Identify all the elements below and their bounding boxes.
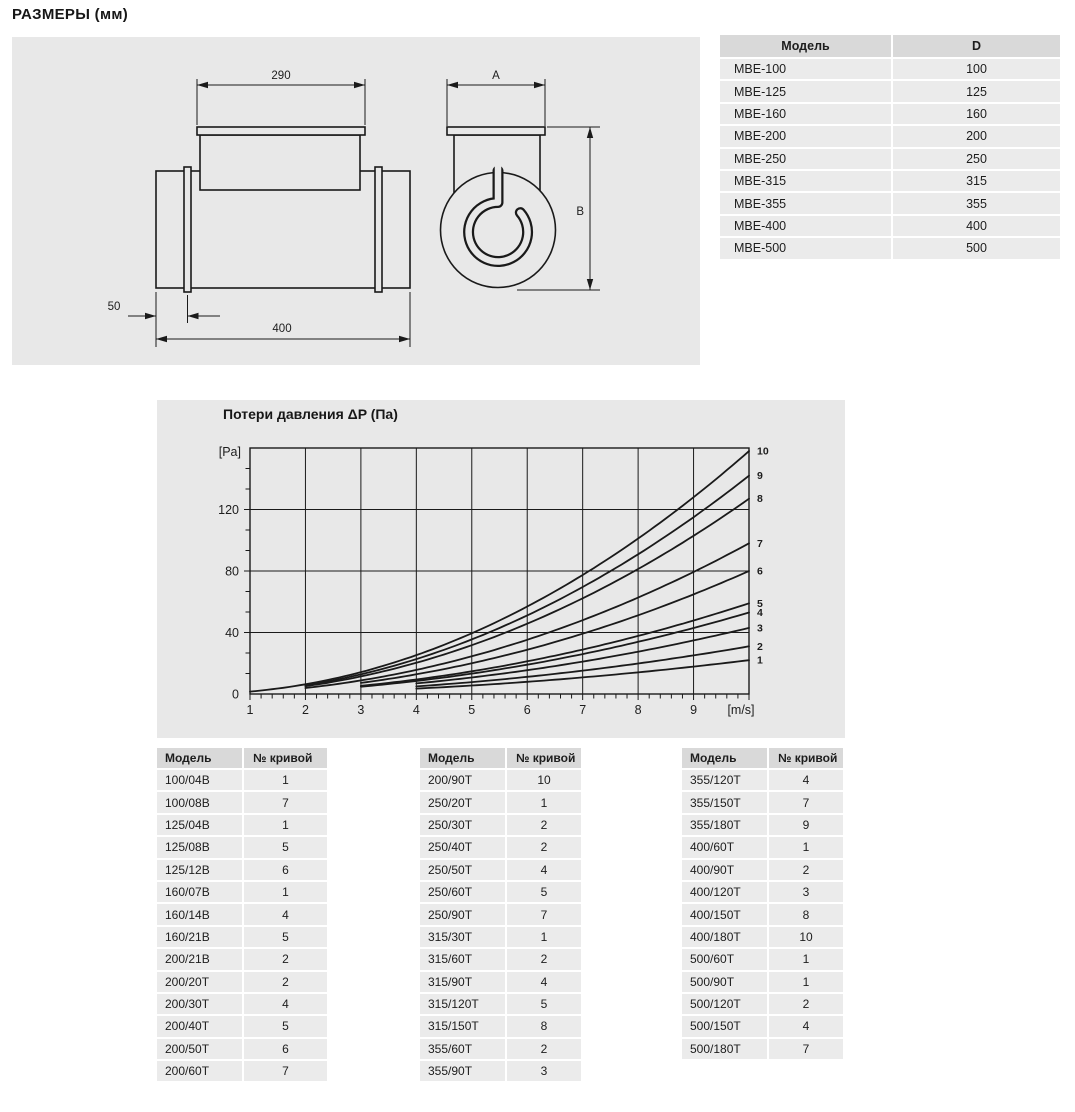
table-cell: 1 bbox=[769, 837, 843, 857]
table-cell: MBE-200 bbox=[720, 126, 891, 146]
table-cell: 5 bbox=[244, 927, 327, 947]
table-cell: 250/50T bbox=[420, 860, 505, 880]
column-header: D bbox=[893, 35, 1060, 57]
table-cell: 2 bbox=[507, 1039, 581, 1059]
table-cell: 200 bbox=[893, 126, 1060, 146]
table-cell: 1 bbox=[507, 792, 581, 812]
table-cell: 315/60T bbox=[420, 949, 505, 969]
table-cell: 315/90T bbox=[420, 972, 505, 992]
table-cell: 400/90T bbox=[682, 860, 767, 880]
table-cell: 4 bbox=[244, 904, 327, 924]
table-cell: 2 bbox=[507, 837, 581, 857]
curve-number-label: 10 bbox=[757, 445, 769, 458]
table-cell: 200/20T bbox=[157, 972, 242, 992]
curve-number-label: 8 bbox=[757, 493, 763, 506]
table-cell: 355/180T bbox=[682, 815, 767, 835]
left-clamp-ring bbox=[184, 167, 191, 292]
column-header: № кривой bbox=[769, 748, 843, 768]
curve-table-3 bbox=[682, 748, 843, 1059]
x-axis-tick-label: 5 bbox=[468, 703, 476, 717]
right-clamp-ring bbox=[375, 167, 382, 292]
table-cell: 100/08B bbox=[157, 792, 242, 812]
table-cell: 160/21B bbox=[157, 927, 242, 947]
table-cell: 2 bbox=[507, 949, 581, 969]
table-cell: 1 bbox=[244, 815, 327, 835]
dim-label-290: 290 bbox=[271, 70, 291, 82]
table-cell: 315/150T bbox=[420, 1016, 505, 1036]
x-axis-tick-label: 6 bbox=[523, 703, 531, 717]
table-cell: 500/180T bbox=[682, 1039, 767, 1059]
column-header: Модель bbox=[720, 35, 891, 57]
dim-label-b: B bbox=[576, 206, 584, 218]
table-cell: 6 bbox=[244, 1039, 327, 1059]
table-cell: 500/150T bbox=[682, 1016, 767, 1036]
table-cell: 355/60T bbox=[420, 1039, 505, 1059]
table-cell: 250/40T bbox=[420, 837, 505, 857]
table-cell: 355/90T bbox=[420, 1061, 505, 1081]
dimension-a bbox=[447, 70, 545, 126]
table-cell: 2 bbox=[769, 860, 843, 880]
curve-4 bbox=[361, 613, 749, 687]
x-axis-tick-label: 7 bbox=[579, 703, 587, 717]
table-cell: 1 bbox=[769, 949, 843, 969]
x-axis-tick-label: 3 bbox=[357, 703, 365, 717]
table-cell: MBE-400 bbox=[720, 216, 891, 236]
column-header: Модель bbox=[682, 748, 767, 768]
dimension-290 bbox=[197, 70, 365, 125]
table-cell: 2 bbox=[769, 994, 843, 1014]
x-axis-tick-label: 8 bbox=[634, 703, 642, 717]
table-cell: 1 bbox=[769, 972, 843, 992]
table-cell: MBE-100 bbox=[720, 59, 891, 79]
pressure-loss-chart bbox=[157, 400, 845, 738]
table-cell: 315/120T bbox=[420, 994, 505, 1014]
table-cell: 9 bbox=[769, 815, 843, 835]
table-cell: 5 bbox=[507, 882, 581, 902]
connection-box bbox=[200, 135, 360, 190]
column-header: Модель bbox=[420, 748, 505, 768]
curve-number-label: 2 bbox=[757, 640, 763, 653]
table-cell: 1 bbox=[507, 927, 581, 947]
curve-number-label: 3 bbox=[757, 622, 763, 635]
table-cell: 7 bbox=[244, 792, 327, 812]
front-flange bbox=[447, 127, 545, 135]
table-cell: MBE-250 bbox=[720, 149, 891, 169]
table-cell: 160/07B bbox=[157, 882, 242, 902]
dim-label-50: 50 bbox=[107, 301, 121, 313]
table-cell: 500/60T bbox=[682, 949, 767, 969]
table-cell: 7 bbox=[507, 904, 581, 924]
dimensions-drawing-panel bbox=[12, 37, 700, 365]
dim-label-400: 400 bbox=[272, 323, 292, 335]
table-cell: 100/04B bbox=[157, 770, 242, 790]
y-axis-tick-label: 80 bbox=[225, 564, 239, 579]
x-axis-tick-label: 2 bbox=[301, 703, 309, 717]
table-cell: MBE-355 bbox=[720, 193, 891, 213]
column-header: № кривой bbox=[507, 748, 581, 768]
table-cell: 200/50T bbox=[157, 1039, 242, 1059]
curve-number-label: 4 bbox=[757, 607, 763, 620]
table-cell: 10 bbox=[507, 770, 581, 790]
table-cell: 250 bbox=[893, 149, 1060, 169]
table-cell: 7 bbox=[769, 1039, 843, 1059]
table-cell: 200/30T bbox=[157, 994, 242, 1014]
table-cell: 400/150T bbox=[682, 904, 767, 924]
curve-table-2 bbox=[420, 748, 581, 1081]
duct-front-view bbox=[441, 127, 556, 288]
table-cell: 160/14B bbox=[157, 904, 242, 924]
table-cell: 315/30T bbox=[420, 927, 505, 947]
table-cell: 2 bbox=[244, 949, 327, 969]
table-cell: 7 bbox=[244, 1061, 327, 1081]
table-cell: 500/120T bbox=[682, 994, 767, 1014]
table-cell: 3 bbox=[769, 882, 843, 902]
table-cell: 250/90T bbox=[420, 904, 505, 924]
x-axis-tick-label: 9 bbox=[690, 703, 698, 717]
table-cell: 500 bbox=[893, 238, 1060, 258]
table-cell: 7 bbox=[769, 792, 843, 812]
pressure-loss-chart-panel bbox=[157, 400, 845, 738]
table-cell: 125 bbox=[893, 81, 1060, 101]
table-cell: 125/04B bbox=[157, 815, 242, 835]
duct-heater-drawing bbox=[12, 37, 700, 365]
curve-number-label: 9 bbox=[757, 470, 763, 483]
table-cell: 4 bbox=[507, 972, 581, 992]
table-cell: 315 bbox=[893, 171, 1060, 191]
column-header: № кривой bbox=[244, 748, 327, 768]
x-axis-tick-label: 1 bbox=[246, 703, 254, 717]
table-cell: 4 bbox=[769, 770, 843, 790]
curve-number-label: 7 bbox=[757, 537, 763, 550]
table-cell: 10 bbox=[769, 927, 843, 947]
table-cell: MBE-500 bbox=[720, 238, 891, 258]
table-cell: 125/12B bbox=[157, 860, 242, 880]
dimensions-table bbox=[720, 35, 1060, 259]
table-cell: 5 bbox=[244, 837, 327, 857]
y-unit-label: [Pa] bbox=[218, 445, 241, 459]
curve-number-label: 5 bbox=[757, 597, 763, 610]
x-axis-tick-label: 4 bbox=[412, 703, 420, 717]
y-axis-tick-label: 40 bbox=[225, 626, 239, 640]
table-cell: 250/30T bbox=[420, 815, 505, 835]
table-cell: 5 bbox=[507, 994, 581, 1014]
table-cell: 355/120T bbox=[682, 770, 767, 790]
dimension-400 bbox=[156, 292, 410, 347]
table-cell: 200/90T bbox=[420, 770, 505, 790]
table-cell: 355 bbox=[893, 193, 1060, 213]
column-header: Модель bbox=[157, 748, 242, 768]
table-cell: 200/21B bbox=[157, 949, 242, 969]
table-cell: 6 bbox=[244, 860, 327, 880]
table-cell: 250/60T bbox=[420, 882, 505, 902]
page-title: РАЗМЕРЫ (мм) bbox=[12, 6, 129, 23]
table-cell: 4 bbox=[507, 860, 581, 880]
dim-label-a: A bbox=[492, 70, 500, 82]
table-cell: 125/08B bbox=[157, 837, 242, 857]
table-cell: 8 bbox=[769, 904, 843, 924]
table-cell: 400/180T bbox=[682, 927, 767, 947]
table-cell: 8 bbox=[507, 1016, 581, 1036]
table-cell: 200/40T bbox=[157, 1016, 242, 1036]
table-cell: 2 bbox=[244, 972, 327, 992]
curve-number-label: 6 bbox=[757, 565, 763, 578]
chart-title: Потери давления ΔP (Па) bbox=[223, 406, 398, 422]
table-cell: 1 bbox=[244, 770, 327, 790]
table-cell: 355/150T bbox=[682, 792, 767, 812]
curve-number-label: 1 bbox=[757, 654, 763, 667]
curve-table-1 bbox=[157, 748, 327, 1081]
table-cell: 500/90T bbox=[682, 972, 767, 992]
table-cell: 400/120T bbox=[682, 882, 767, 902]
duct-side-view bbox=[156, 127, 410, 292]
table-cell: 1 bbox=[244, 882, 327, 902]
table-cell: 400/60T bbox=[682, 837, 767, 857]
table-cell: 250/20T bbox=[420, 792, 505, 812]
table-cell: 5 bbox=[244, 1016, 327, 1036]
table-cell: MBE-160 bbox=[720, 104, 891, 124]
table-cell: 2 bbox=[507, 815, 581, 835]
table-cell: 4 bbox=[244, 994, 327, 1014]
table-cell: 4 bbox=[769, 1016, 843, 1036]
table-cell: 3 bbox=[507, 1061, 581, 1081]
table-cell: MBE-315 bbox=[720, 171, 891, 191]
x-unit-label: [m/s] bbox=[727, 703, 755, 717]
table-cell: 400 bbox=[893, 216, 1060, 236]
table-cell: MBE-125 bbox=[720, 81, 891, 101]
y-axis-tick-label: 0 bbox=[232, 687, 239, 702]
table-cell: 100 bbox=[893, 59, 1060, 79]
y-axis-tick-label: 120 bbox=[218, 503, 239, 517]
connection-box-lid bbox=[197, 127, 365, 135]
table-cell: 200/60T bbox=[157, 1061, 242, 1081]
table-cell: 160 bbox=[893, 104, 1060, 124]
